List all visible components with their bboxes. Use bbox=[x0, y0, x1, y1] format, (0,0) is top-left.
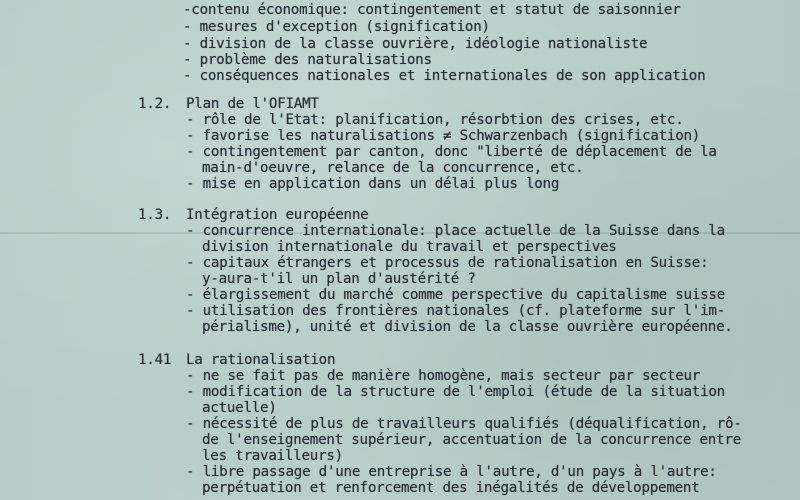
section-line: - libre passage d'une entreprise à l'autre, d'un pays à l'autre: bbox=[186, 464, 717, 480]
section-line: - élargissement du marché comme perspective du capitalisme suisse bbox=[186, 287, 725, 303]
section-line: actuelle) bbox=[202, 400, 277, 416]
section-line: - mise en application dans un délai plus long bbox=[186, 176, 560, 192]
section-number: 1.41 bbox=[138, 352, 172, 368]
section-line: main-d'oeuvre, relance de la concurrence, etc. bbox=[202, 160, 584, 176]
intro-line: - mesures d'exception (signification) bbox=[183, 19, 490, 35]
section-title: La rationalisation bbox=[186, 352, 336, 368]
section-line: - contingentement par canton, donc "liberté de déplacement de la bbox=[186, 144, 717, 160]
section-number: 1.3. bbox=[138, 207, 172, 223]
section-line: - utilisation des frontières nationales (cf. plateforme sur l'im- bbox=[186, 303, 725, 319]
section-line: - ne se fait pas de manière homogène, mais secteur par secteur bbox=[186, 368, 701, 384]
intro-line: - conséquences nationales et internationales de son application bbox=[183, 68, 706, 84]
section-number: 1.2. bbox=[138, 96, 172, 112]
section-line: périalisme), unité et division de la classe ouvrière européenne. bbox=[202, 319, 733, 335]
section-line: les travailleurs) bbox=[202, 448, 343, 464]
section-line: - rôle de l'Etat: planification, résorbtion des crises, etc. bbox=[186, 112, 684, 128]
section-line: - capitaux étrangers et processus de rationalisation en Suisse: bbox=[186, 255, 709, 271]
section-line: - nécessité de plus de travailleurs qualifiés (déqualification, rô- bbox=[186, 416, 742, 432]
section-line: - favorise les naturalisations ≠ Schwarzenbach (signification) bbox=[186, 128, 701, 144]
section-line: y-aura-t'il un plan d'austérité ? bbox=[202, 271, 476, 287]
section-line: de l'enseignement supérieur, accentuation de la concurrence entre bbox=[202, 432, 741, 448]
intro-line: - division de la classe ouvrière, idéologie nationaliste bbox=[183, 36, 648, 52]
section-title: Intégration européenne bbox=[186, 207, 369, 223]
section-line: division internationale du travail et perspectives bbox=[202, 239, 617, 255]
section-title: Plan de l'OFIAMT bbox=[186, 96, 319, 112]
section-line: perpétuation et renforcement des inégalités de développement bbox=[202, 480, 700, 496]
section-line: - concurrence internationale: place actuelle de la Suisse dans la bbox=[186, 223, 725, 239]
section-line: - modification de la structure de l'emploi (étude de la situation bbox=[186, 384, 725, 400]
intro-line: - problème des naturalisations bbox=[183, 52, 432, 68]
intro-line: -contenu économique: contingentement et statut de saisonnier bbox=[183, 2, 681, 18]
